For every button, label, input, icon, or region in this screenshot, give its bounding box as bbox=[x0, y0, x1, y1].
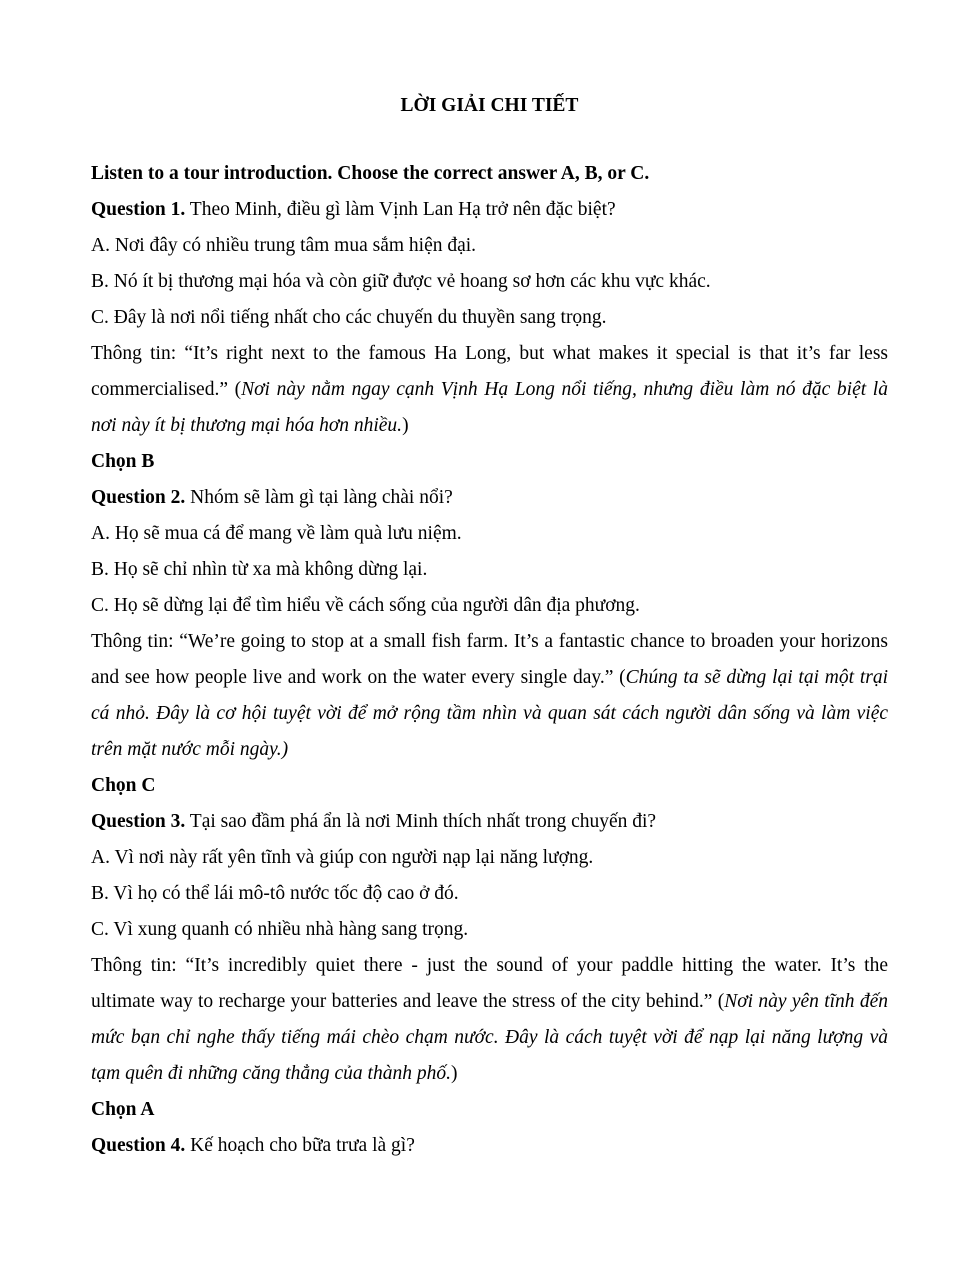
question-4 bbox=[91, 1128, 888, 1164]
question-text: Kế hoạch cho bữa trưa là gì? bbox=[190, 1135, 415, 1156]
question-label: Question 3. bbox=[91, 811, 186, 832]
info-paragraph bbox=[91, 948, 888, 1092]
question-1 bbox=[91, 192, 888, 228]
info-quote: Thông tin: “It’s right next to the famous Ha Long, but what makes it special is that it’s far less commercialised.” ( bbox=[91, 343, 888, 400]
question-3 bbox=[91, 804, 888, 840]
option-b: B. Nó ít bị thương mại hóa và còn giữ được vẻ hoang sơ hơn các khu vực khác. bbox=[91, 271, 711, 292]
info-quote: Thông tin: “We’re going to stop at a small fish farm. It’s a fantastic chance to broaden your horizons and see how people live and work on the water every single day.” ( bbox=[91, 631, 888, 688]
info-close: ) bbox=[402, 415, 409, 436]
question-label: Question 2. bbox=[91, 487, 186, 508]
option-b: B. Vì họ có thể lái mô-tô nước tốc độ cao ở đó. bbox=[91, 883, 459, 904]
question-text: Theo Minh, điều gì làm Vịnh Lan Hạ trở nên đặc biệt? bbox=[189, 199, 616, 220]
answer: Chọn B bbox=[91, 451, 155, 472]
option-b: B. Họ sẽ chỉ nhìn từ xa mà không dừng lại. bbox=[91, 559, 428, 580]
option-a: A. Họ sẽ mua cá để mang về làm quà lưu niệm. bbox=[91, 523, 462, 544]
info-translation: Chúng ta sẽ dừng lại tại một trại cá nhỏ. Đây là cơ hội tuyệt vời để mở rộng tầm nhìn và quan sát cách người dân sống và làm việc trên mặt nước mỗi ngày.) bbox=[91, 667, 888, 760]
page-title: LỜI GIẢI CHI TIẾT bbox=[400, 95, 579, 116]
option-c: C. Vì xung quanh có nhiều nhà hàng sang trọng. bbox=[91, 919, 469, 940]
question-label: Question 1. bbox=[91, 199, 186, 220]
document-body bbox=[91, 156, 888, 1164]
option-c: C. Đây là nơi nổi tiếng nhất cho các chuyến du thuyền sang trọng. bbox=[91, 307, 607, 328]
info-quote: Thông tin: “It’s incredibly quiet there - just the sound of your paddle hitting the water. It’s the ultimate way to recharge your batteries and leave the stress of the city behind.” ( bbox=[91, 955, 888, 1012]
question-text: Tại sao đầm phá ẩn là nơi Minh thích nhất trong chuyến đi? bbox=[189, 811, 657, 832]
answer: Chọn A bbox=[91, 1099, 155, 1120]
question-text: Nhóm sẽ làm gì tại làng chài nổi? bbox=[190, 487, 453, 508]
question-label: Question 4. bbox=[91, 1135, 186, 1156]
option-a: A. Vì nơi này rất yên tĩnh và giúp con người nạp lại năng lượng. bbox=[91, 847, 594, 868]
option-a: A. Nơi đây có nhiều trung tâm mua sắm hiện đại. bbox=[91, 235, 477, 256]
question-2 bbox=[91, 480, 888, 516]
info-paragraph bbox=[91, 624, 888, 768]
answer: Chọn C bbox=[91, 775, 156, 796]
instruction: Listen to a tour introduction. Choose the correct answer A, B, or C. bbox=[91, 163, 650, 184]
option-c: C. Họ sẽ dừng lại để tìm hiểu về cách sống của người dân địa phương. bbox=[91, 595, 640, 616]
info-translation: Nơi này nằm ngay cạnh Vịnh Hạ Long nổi tiếng, nhưng điều làm nó đặc biệt là nơi này ít bị thương mại hóa hơn nhiều. bbox=[91, 379, 888, 436]
info-paragraph bbox=[91, 336, 888, 444]
info-close: ) bbox=[450, 1063, 458, 1084]
info-translation: Nơi này yên tĩnh đến mức bạn chỉ nghe thấy tiếng mái chèo chạm nước. Đây là cách tuyệt vời để nạp lại năng lượng và tạm quên đi những căng thẳng của thành phố. bbox=[91, 991, 888, 1084]
